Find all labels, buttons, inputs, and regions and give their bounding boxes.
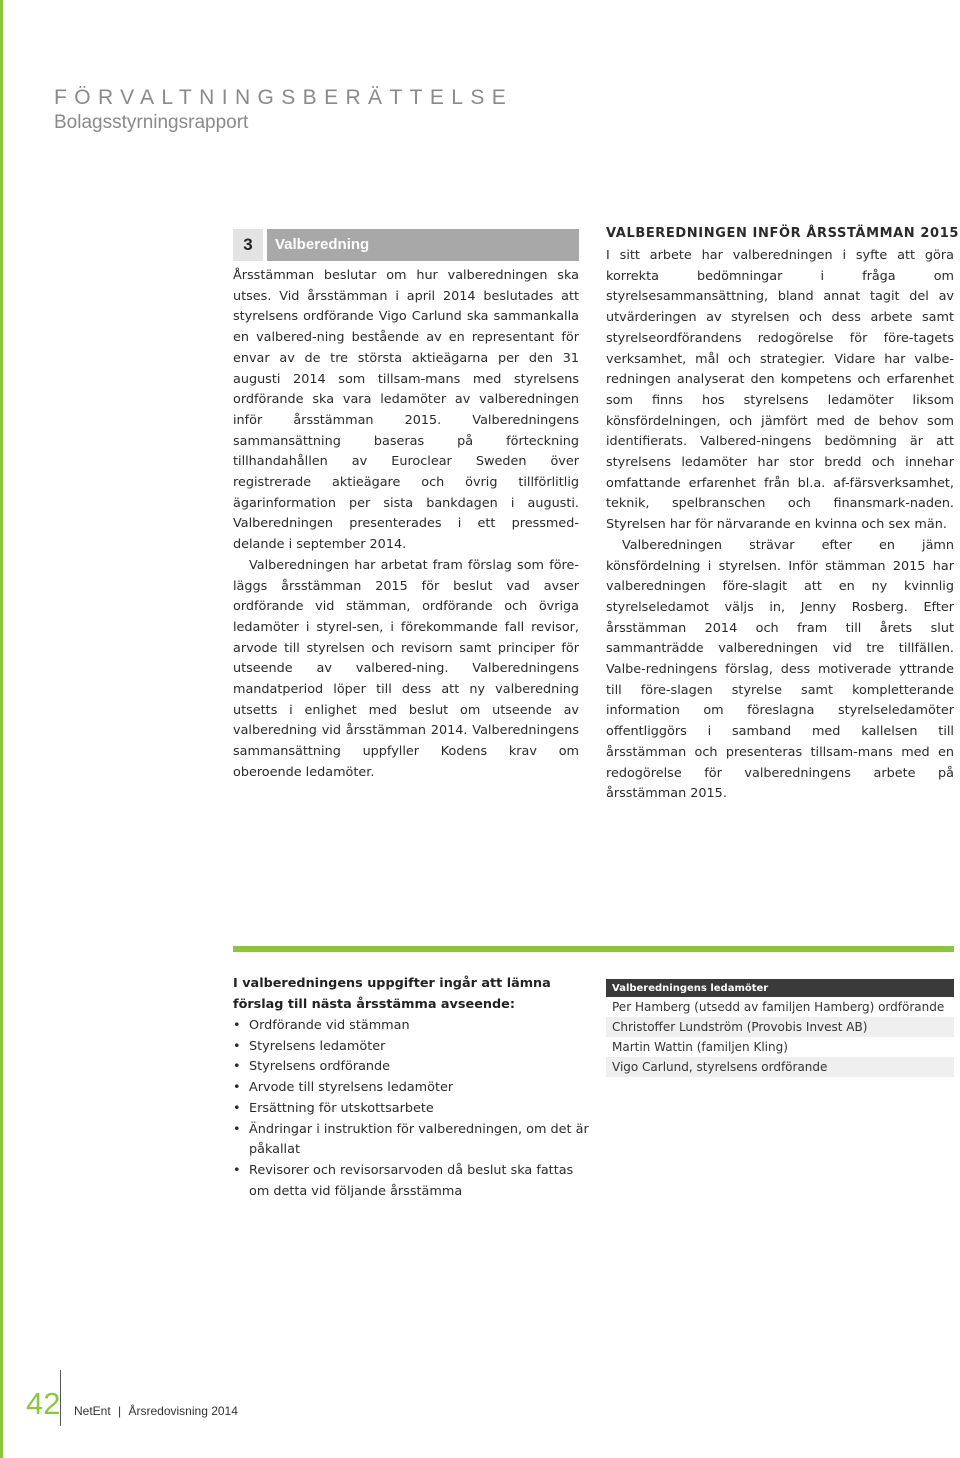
table-header: Valberedningens ledamöter <box>606 979 954 997</box>
table-row <box>606 1057 954 1077</box>
table-row <box>606 997 954 1017</box>
paragraph: Valberedningen strävar efter en jämn könsfördelning i styrelsen. Inför stämman 2015 har valberedningen före-slagit att en ny kvinnlig styrelseledamot väljs in, Jenny Rosberg. Efter årsstämman 2014 och fram till årets slut sammanträdde valberedningen vid tre tillfällen. Valbe-redningens förslag, dess motiverade yttrande till före-slagen styrelse samt kompletterande information om föreslagna styrelseledamöter offentliggörs i samband med kallelsen till årsstämman och presenteras tillsam-mans med en redogörelse för valberedningens arbete på årsstämman 2015. <box>606 537 954 802</box>
footer-company: NetEnt <box>74 1404 111 1418</box>
list-item: • Revisorer och revisorsarvoden då beslut ska fattas om detta vid följande årsstämma <box>233 1161 593 1202</box>
paragraph: I sitt arbete har valberedningen i syfte att göra korrekta bedömningar i fråga om styrelsesammansättning, bland annat tagit del av utvärderingen av styrelsen och dess arbete samt styrelseordförandens redogörelse för före-tagets verksamhet, mål och strategier. Vidare har valbe-redningen analyserat den kompetens och erfarenhet som finns hos styrelsens ledamöter liksom könsfördelningen, och jämfört med de behov som identifierats. Valbered-ningens bedömning är att styrelsens ledamöter har stor bredd och innehar omfattande erfarenhet från bl.a. af-färsverksamhet, teknik, spelbranschen och finansmark-naden. Styrelsen har för närvarande en kvinna och sex män. <box>606 248 954 533</box>
list-item: • Ändringar i instruktion för valberedningen, om det är påkallat <box>233 1120 593 1161</box>
table-cell: Per Hamberg (utsedd av familjen Hamberg) ordförande <box>606 997 954 1017</box>
section-title: Valberedning <box>267 229 579 261</box>
members-table <box>606 979 954 1077</box>
table-row <box>606 1017 954 1037</box>
table-row <box>606 1037 954 1057</box>
tasks-list <box>233 1016 593 1202</box>
section-heading-bar <box>233 229 579 261</box>
section-subtitle: Bolagsstyrningsrapport <box>54 112 249 133</box>
table-cell: Vigo Carlund, styrelsens ordförande <box>606 1057 954 1077</box>
list-item: • Styrelsens ordförande <box>233 1057 593 1078</box>
right-column-heading: VALBEREDNINGEN INFÖR ÅRSSTÄMMAN 2015 <box>606 226 959 241</box>
footer-divider <box>60 1370 61 1426</box>
footer-text <box>74 1404 238 1418</box>
footer-separator: | <box>118 1404 122 1418</box>
page-number: 42 <box>26 1386 61 1421</box>
paragraph: Årsstämman beslutar om hur valberedningen ska utses. Vid årsstämman i april 2014 beslutades att styrelsens ordförande Vigo Carlund ska sammankalla en valbered-ning bestående av en representant för envar av de tre största aktieägarna per den 31 augusti 2014 som tillsam-mans med styrelsens ordförande ska vara ledamöter av valberedningen inför årsstämman 2015. Valberedningens sammansättning baseras på förteckning tillhandahållen av Euroclear Sweden över registrerade aktieägare och övrig tillförlitlig ägarinformation per sista bankdagen i augusti. Valberedningen presenterades i ett pressmed-delande i september 2014. <box>233 268 579 553</box>
paragraph: Valberedningen har arbetat fram förslag som före-läggs årsstämman 2015 för beslut vad avser ordförande vid stämman, ordförande och övriga ledamöter i styrel-sen, i förekommande fall revisor, arvode till styrelsen och revisorn samt principer för utseende av valbered-ning. Valberedningens mandatperiod löper till dess att ny valberedning utsetts i enlighet med beslut om utseende av valberedning vid årsstämman 2014. Valberedningens sammansättning uppfyller Kodens krav om oberoende ledamöter. <box>233 557 579 780</box>
green-divider-bar <box>233 946 954 952</box>
list-item: • Ersättning för utskottsarbete <box>233 1099 593 1120</box>
table-cell: Martin Wattin (familjen Kling) <box>606 1037 954 1057</box>
list-item: • Arvode till styrelsens ledamöter <box>233 1078 593 1099</box>
left-accent-rule <box>0 0 3 1458</box>
right-text-column <box>606 246 954 805</box>
section-number: 3 <box>233 229 263 261</box>
list-item: • Ordförande vid stämman <box>233 1016 593 1037</box>
table-cell: Christoffer Lundström (Provobis Invest AB) <box>606 1017 954 1037</box>
section-header: FÖRVALTNINGSBERÄTTELSE <box>54 86 514 109</box>
list-item: • Styrelsens ledamöter <box>233 1037 593 1058</box>
tasks-box-title: I valberedningens uppgifter ingår att lämna förslag till nästa årsstämma avseende: <box>233 976 551 1012</box>
left-text-column <box>233 266 579 784</box>
footer-report: Årsredovisning 2014 <box>128 1404 238 1418</box>
